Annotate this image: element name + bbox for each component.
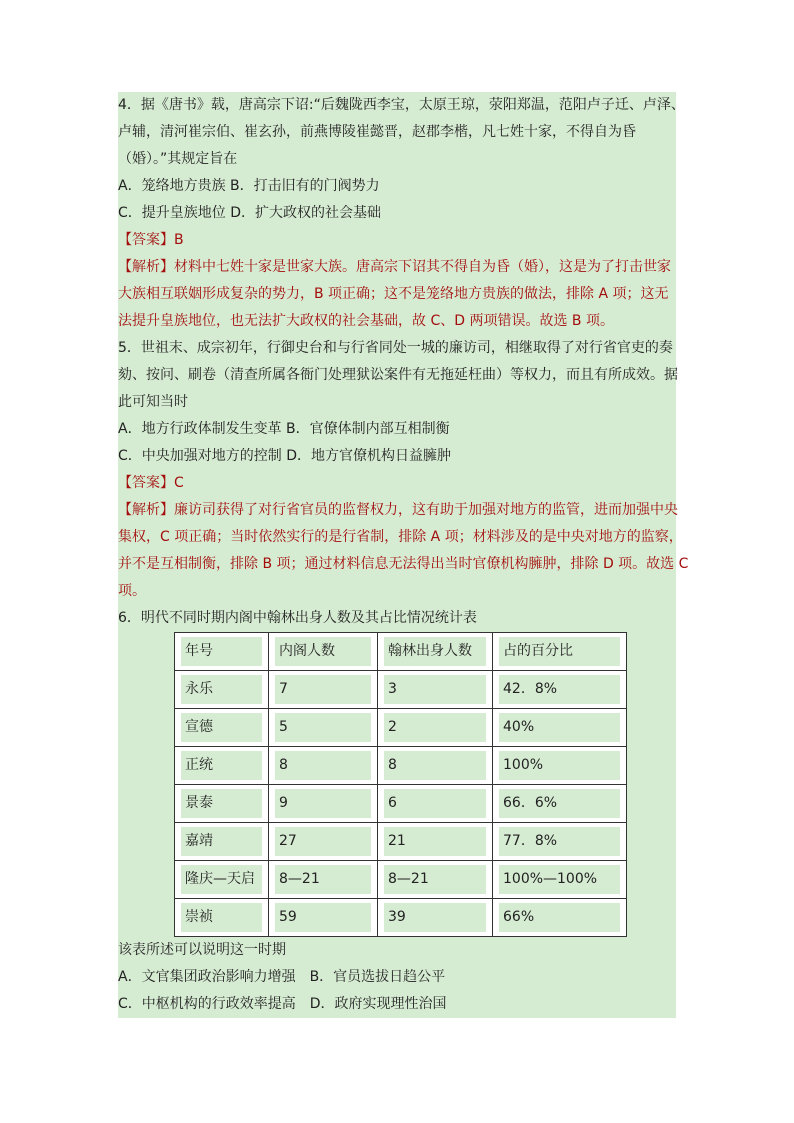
table-cell: 景泰 [181, 789, 262, 818]
table-header-cell: 年号 [181, 637, 262, 666]
q4-option-line: A．笼络地方贵族 B．打击旧有的门阀势力 [118, 178, 380, 194]
table-cell: 正统 [181, 751, 262, 780]
q5-answer: 【答案】C [118, 475, 184, 491]
q4-answer: 【答案】B [118, 232, 184, 248]
q6-option-line [118, 991, 676, 1018]
table-cell: 宣德 [181, 713, 262, 742]
q6-option-a: A．文官集团政治影响力增强 [118, 969, 296, 985]
table-cell: 77．8% [499, 827, 620, 856]
q5-stem-line: 此可知当时 [118, 394, 188, 410]
q6-option-d: D．政府实现理性治国 [309, 996, 447, 1012]
table-cell: 6 [384, 789, 486, 818]
table-row [175, 823, 627, 861]
table-cell: 100%—100% [499, 865, 620, 894]
question-4 [118, 92, 685, 335]
table-cell: 8 [384, 751, 486, 780]
table-row [175, 747, 627, 785]
table-cell: 100% [499, 751, 620, 780]
table-header-cell: 内阁人数 [275, 637, 371, 666]
table-cell: 永乐 [181, 675, 262, 704]
table-cell: 3 [384, 675, 486, 704]
q6-question: 该表所述可以说明这一时期 [118, 942, 286, 958]
table-cell: 39 [384, 903, 486, 932]
q5-option-line: C．中央加强对地方的控制 D．地方官僚机构日益臃肿 [118, 448, 452, 464]
statistics-table-wrapper [118, 632, 676, 937]
q5-stem-line: 5．世祖末、成宗初年，行御史台和与行省同处一城的廉访司，相继取得了对行省官吏的奏 [118, 340, 673, 356]
statistics-table [174, 632, 627, 937]
q4-analysis-line: 【解析】材料中七姓十家是世家大族。唐高宗下诏其不得自为昏（婚），这是为了打击世家 [118, 259, 671, 275]
table-cell: 40% [499, 713, 620, 742]
question-6 [118, 605, 676, 632]
q6-title: 6．明代不同时期内阁中翰林出身人数及其占比情况统计表 [118, 610, 477, 626]
table-header-cell: 占的百分比 [499, 637, 620, 666]
table-cell: 21 [384, 827, 486, 856]
q6-question-block [118, 937, 676, 1018]
table-cell: 嘉靖 [181, 827, 262, 856]
table-cell: 隆庆—天启 [181, 865, 262, 894]
table-row [175, 899, 627, 937]
q4-analysis-line: 法提升皇族地位，也无法扩大政权的社会基础，故 C、D 两项错误。故选 B 项。 [118, 313, 614, 329]
table-cell: 59 [275, 903, 371, 932]
table-row [175, 861, 627, 899]
table-cell: 8—21 [275, 865, 371, 894]
table-cell: 5 [275, 713, 371, 742]
table-cell: 7 [275, 675, 371, 704]
q4-option-line: C．提升皇族地位 D．扩大政权的社会基础 [118, 205, 382, 221]
table-header-row [175, 633, 627, 671]
q4-analysis-line: 大族相互联姻形成复杂的势力，B 项正确；这不是笼络地方贵族的做法，排除 A 项；这无 [118, 286, 669, 302]
q5-analysis-line: 项。 [118, 583, 146, 599]
question-5 [118, 335, 689, 605]
table-cell: 9 [275, 789, 371, 818]
q5-analysis-line: 集权，C 项正确；当时依然实行的是行省制，排除 A 项；材料涉及的是中央对地方的监察， [118, 529, 683, 545]
table-header-cell: 翰林出身人数 [384, 637, 486, 666]
table-cell: 66% [499, 903, 620, 932]
table-cell: 27 [275, 827, 371, 856]
q5-analysis-line: 并不是互相制衡，排除 B 项；通过材料信息无法得出当时官僚机构臃肿，排除 D 项。故选 C [118, 556, 689, 572]
table-row [175, 709, 627, 747]
q6-option-c: C．中枢机构的行政效率提高 [118, 996, 296, 1012]
q5-analysis-line: 【解析】廉访司获得了对行省官员的监督权力，这有助于加强对地方的监管，进而加强中央 [118, 502, 678, 518]
table-cell: 42．8% [499, 675, 620, 704]
q5-stem-line: 劾、按问、刷卷（清查所属各衙门处理狱讼案件有无拖延枉曲）等权力，而且有所成效。据 [118, 367, 678, 383]
table-cell: 8 [275, 751, 371, 780]
table-row [175, 785, 627, 823]
table-cell: 2 [384, 713, 486, 742]
q6-option-line [118, 964, 676, 991]
q4-stem-line: （婚）。”其规定旨在 [118, 151, 238, 167]
table-cell: 8—21 [384, 865, 486, 894]
table-cell: 崇祯 [181, 903, 262, 932]
table-row [175, 671, 627, 709]
q4-stem-line: 卢辅，清河崔宗伯、崔玄孙，前燕博陵崔懿晋，赵郡李楷，凡七姓十家，不得自为昏 [118, 124, 636, 140]
table-cell: 66．6% [499, 789, 620, 818]
document-page [118, 92, 689, 1018]
q4-stem-line: 4．据《唐书》载，唐高宗下诏:“后魏陇西李宝，太原王琼，荥阳郑温，范阳卢子迁、卢泽、 [118, 97, 685, 113]
q5-option-line: A．地方行政体制发生变革 B．官僚体制内部互相制衡 [118, 421, 450, 437]
q6-option-b: B．官员选拔日趋公平 [309, 969, 446, 985]
